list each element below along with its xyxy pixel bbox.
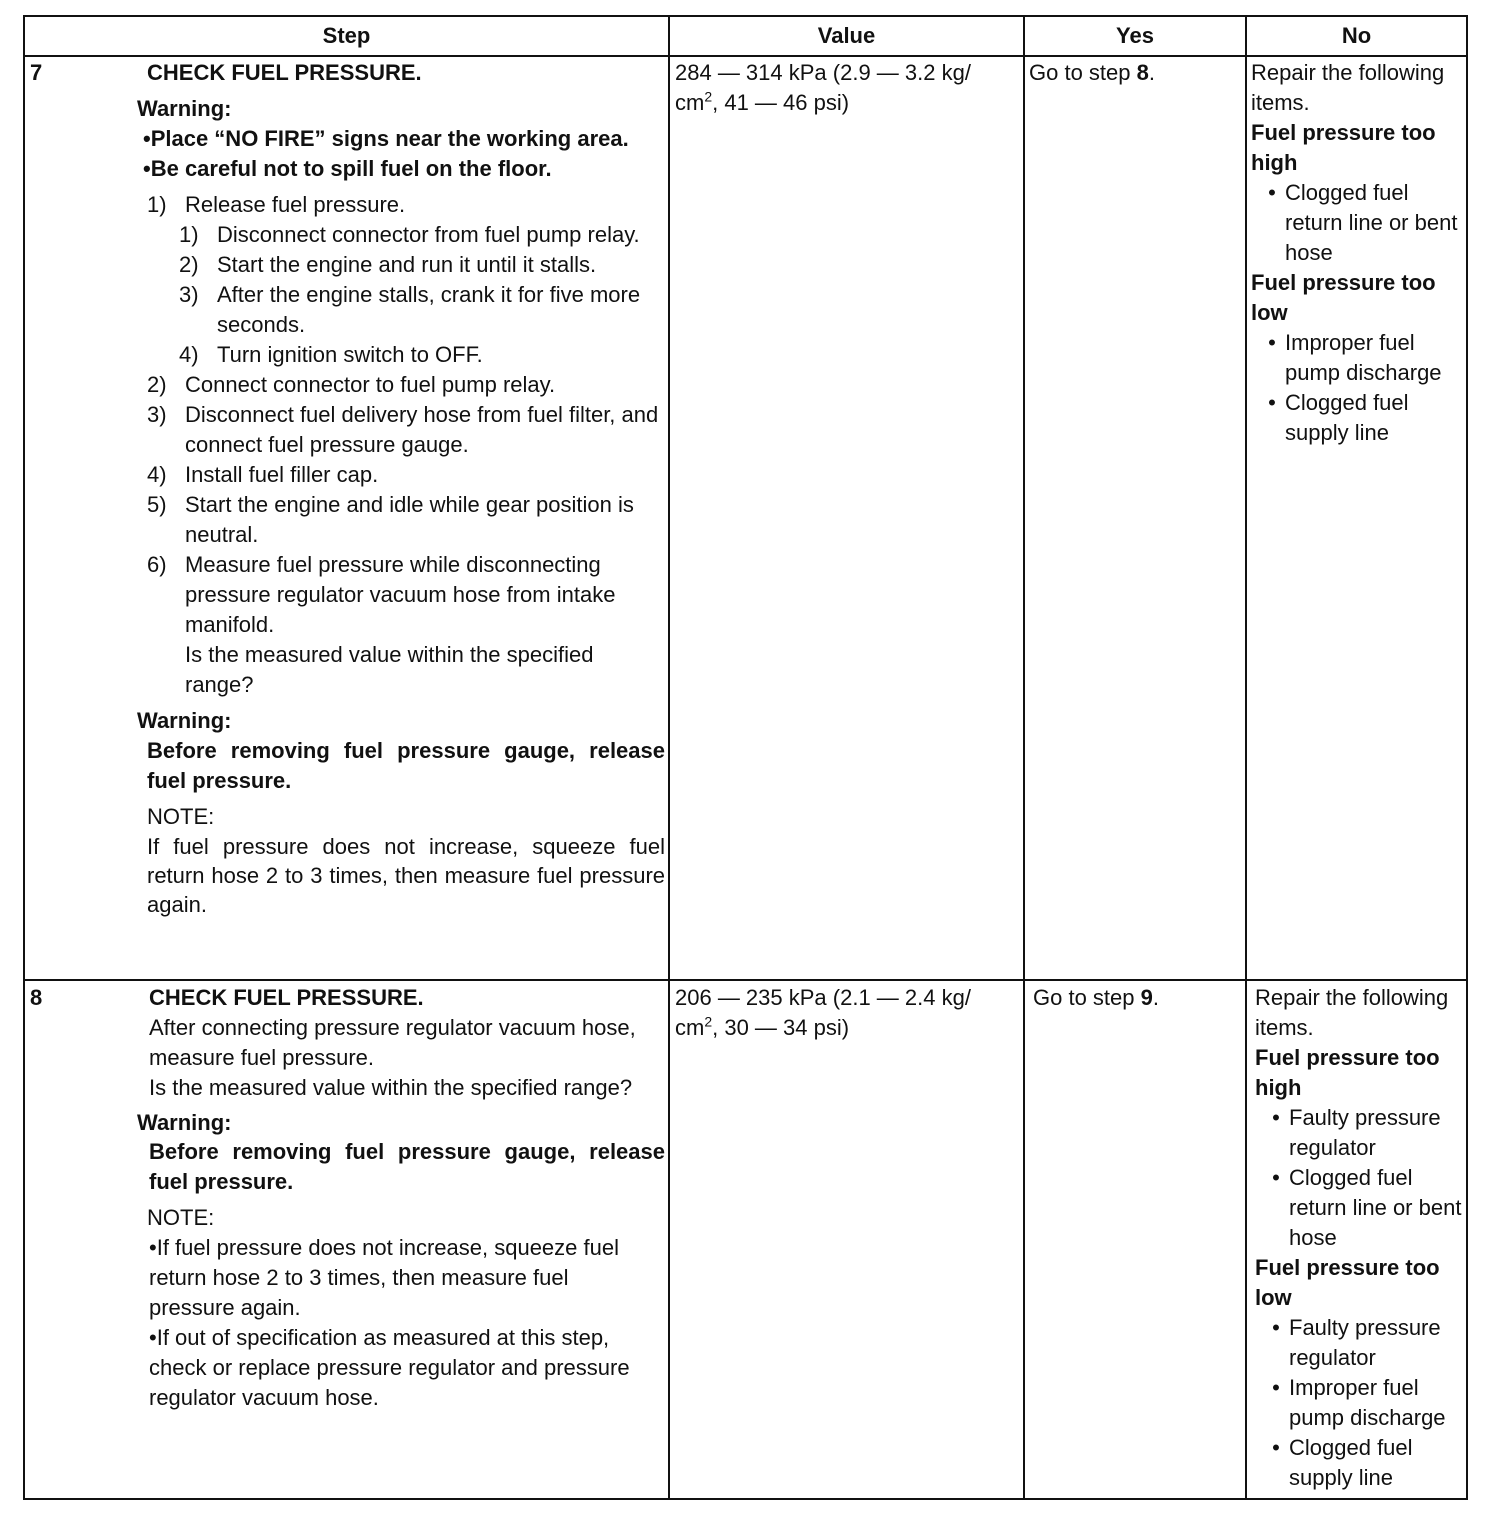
procedure-substep: 1) Disconnect connector from fuel pump relay. (179, 222, 640, 247)
fuel-pressure-low-label: Fuel pressure too low (1255, 1255, 1440, 1310)
step-title: CHECK FUEL PRESSURE. (149, 985, 424, 1010)
step-7-yes: Go to step 8. (1029, 60, 1155, 85)
step-body: After connecting pressure regulator vacuum hose, measure fuel pressure. (149, 1015, 636, 1070)
warning-item: •Be careful not to spill fuel on the floor. (143, 156, 552, 181)
header-step: Step (322, 23, 371, 48)
cause-item: • Improper fuel pump discharge (1255, 1373, 1465, 1433)
step-title: CHECK FUEL PRESSURE. (147, 60, 422, 85)
note-item: •If out of specification as measured at this step, check or replace pressure regulator and pressure regulator vacuum hose. (149, 1325, 630, 1410)
warning-label: Warning: (137, 96, 232, 121)
header-no: No (1341, 23, 1372, 48)
procedure-step: 4) Install fuel filler cap. (147, 462, 379, 487)
note-text: If fuel pressure does not increase, squeeze fuel return hose 2 to 3 times, then measure fuel pressure again. (147, 834, 665, 917)
cause-item: • Faulty pressure regulator (1255, 1313, 1465, 1373)
warning-label: Warning: (137, 1110, 232, 1135)
cause-item: • Clogged fuel supply line (1255, 1433, 1465, 1493)
step-number: 7 (30, 60, 43, 85)
warning-label: Warning: (137, 708, 232, 733)
procedure-substep: 2) Start the engine and run it until it stalls. (179, 252, 597, 277)
cause-item: • Clogged fuel return line or bent hose (1251, 178, 1465, 268)
fuel-pressure-low-label: Fuel pressure too low (1251, 270, 1436, 325)
diagnosis-table (23, 15, 1468, 1500)
cause-item: • Improper fuel pump discharge (1251, 328, 1465, 388)
procedure-substep: 3) After the engine stalls, crank it for five more seconds. (179, 282, 641, 337)
procedure-step: 1) Release fuel pressure. (147, 192, 406, 217)
warning-text: Before removing fuel pressure gauge, release fuel pressure. (149, 1139, 665, 1194)
step-8-yes: Go to step 9. (1033, 985, 1159, 1010)
header-value: Value (817, 23, 876, 48)
fuel-pressure-high-label: Fuel pressure too high (1251, 120, 1436, 175)
step-question: Is the measured value within the specified range? (149, 1075, 633, 1100)
procedure-step: 6) Measure fuel pressure while disconnecting pressure regulator vacuum hose from intake manifold. (147, 552, 616, 637)
note-label: NOTE: (147, 804, 215, 829)
column-divider (1023, 17, 1025, 1498)
header-divider (25, 55, 1466, 57)
cause-item: • Faulty pressure regulator (1255, 1103, 1465, 1163)
repair-intro: Repair the following items. (1251, 60, 1445, 115)
step-7-value: 284 — 314 kPa (2.9 — 3.2 kg/ $cm^2$, 41 — 46 psi) (675, 60, 971, 115)
header-yes: Yes (1116, 23, 1154, 48)
procedure-step: 2) Connect connector to fuel pump relay. (147, 372, 556, 397)
step-8-value: 206 — 235 kPa (2.1 — 2.4 kg/ $cm^2$, 30 — 34 psi) (675, 985, 971, 1040)
step-7-content (137, 58, 665, 919)
cause-item: • Clogged fuel return line or bent hose (1255, 1163, 1465, 1253)
step-8-no (1255, 983, 1465, 1493)
cause-item: • Clogged fuel supply line (1251, 388, 1465, 448)
note-label: NOTE: (147, 1205, 215, 1230)
step-8-content (137, 983, 665, 1413)
step-number: 8 (30, 985, 43, 1010)
column-divider (668, 17, 670, 1498)
procedure-question: Is the measured value within the specified range? (185, 642, 594, 697)
row-divider (25, 979, 1466, 981)
warning-item: •Place “NO FIRE” signs near the working area. (143, 126, 629, 151)
repair-intro: Repair the following items. (1255, 985, 1449, 1040)
procedure-substep: 4) Turn ignition switch to OFF. (179, 342, 483, 367)
step-7-no (1251, 58, 1465, 448)
column-divider (1245, 17, 1247, 1498)
procedure-step: 5) Start the engine and idle while gear position is neutral. (147, 492, 634, 547)
warning-text: Before removing fuel pressure gauge, release fuel pressure. (147, 738, 665, 793)
note-item: •If fuel pressure does not increase, squeeze fuel return hose 2 to 3 times, then measure fuel pressure again. (149, 1235, 619, 1320)
procedure-step: 3) Disconnect fuel delivery hose from fuel filter, and connect fuel pressure gauge. (147, 402, 659, 457)
fuel-pressure-high-label: Fuel pressure too high (1255, 1045, 1440, 1100)
